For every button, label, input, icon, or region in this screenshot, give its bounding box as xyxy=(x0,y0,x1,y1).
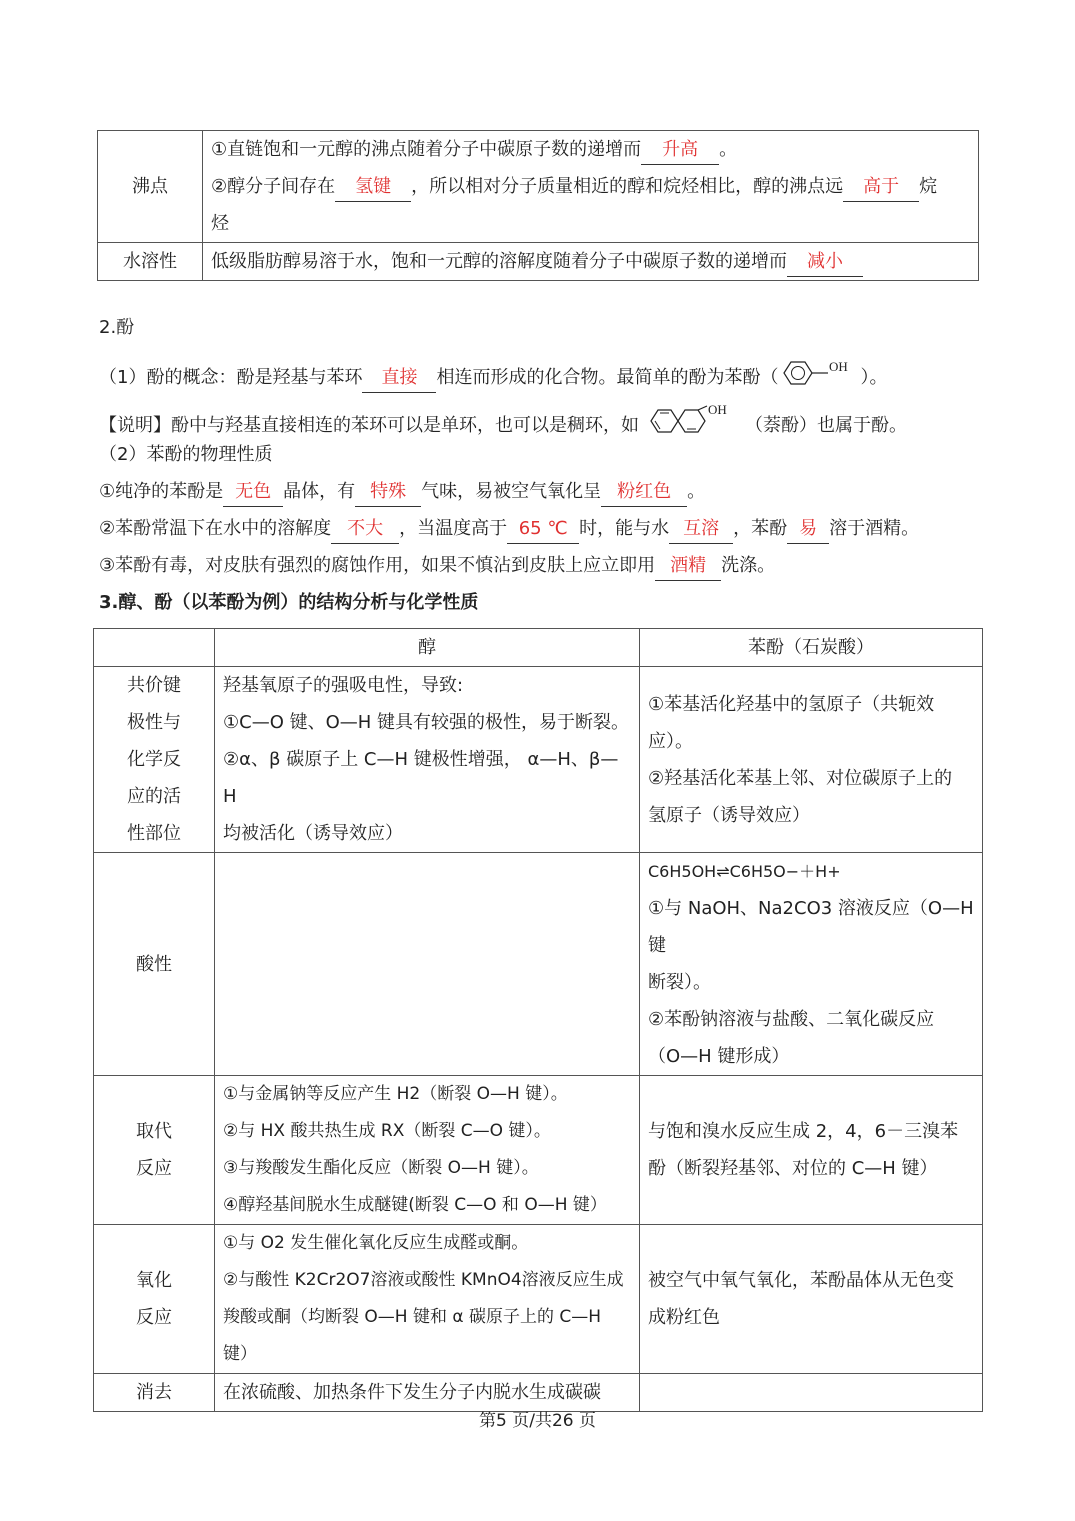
table-row xyxy=(94,1225,983,1374)
naphthol-structure-icon xyxy=(645,404,737,448)
physical-properties-heading: （2）苯酚的物理性质 xyxy=(99,444,273,465)
substitution-phenol-cell: 与饱和溴水反应生成 2，4，6－三溴苯 酚（断裂羟基邻、对位的 C—H 键） xyxy=(640,1076,983,1225)
row-label-substitution: 取代 反应 xyxy=(94,1076,215,1225)
row-label-elimination: 消去 xyxy=(94,1374,215,1412)
boiling-point-cell: ①直链饱和一元醇的沸点随着分子中碳原子数的递增而 升高 。 ②醇分子间存在 氢键 ，所以相对分子质量相近的醇和烷烃相比，醇的沸点远 高于 烷 烃 xyxy=(203,131,979,243)
answer-blank: 氢键 xyxy=(335,173,411,202)
table-row xyxy=(94,667,983,853)
answer-blank: 酒精 xyxy=(655,552,721,581)
substitution-alcohol-cell: ①与金属钠等反应产生 H2（断裂 O—H 键）。 ②与 HX 酸共热生成 RX（断裂 C—O 键）。 ③与羧酸发生酯化反应（断裂 O—H 键）。 ④醇羟基间脱水生成醚键(断裂 C—O 和 O—H 键） xyxy=(215,1076,640,1225)
acidity-alcohol-cell xyxy=(215,853,640,1076)
row-label-polarity: 共价键 极性与 化学反 应的活 性部位 xyxy=(94,667,215,853)
answer-blank: 高于 xyxy=(843,173,919,202)
alcohol-phenol-comparison-table xyxy=(93,628,983,1412)
table-row xyxy=(94,853,983,1076)
row-label-solubility: 水溶性 xyxy=(98,243,203,281)
table-row xyxy=(94,1076,983,1225)
alcohol-properties-table xyxy=(97,130,979,281)
row-label-acidity: 酸性 xyxy=(94,853,215,1076)
answer-blank: 直接 xyxy=(362,364,436,393)
header-phenol: 苯酚（石炭酸） xyxy=(640,629,983,667)
oxidation-phenol-cell: 被空气中氧气氧化，苯酚晶体从无色变 成粉红色 xyxy=(640,1225,983,1374)
property-line-2: ②苯酚常温下在水中的溶解度 不大 ，当温度高于 65 ℃ 时，能与水 互溶 ，苯酚 易 溶于酒精。 xyxy=(99,514,919,544)
answer-blank: 互溶 xyxy=(669,515,733,544)
phenol-structure-icon xyxy=(778,358,860,398)
table-row xyxy=(98,131,979,243)
page-number-footer: 第5 页/共26 页 xyxy=(479,1411,596,1431)
row-label-oxidation: 氧化 反应 xyxy=(94,1225,215,1374)
svg-text:OH: OH xyxy=(708,404,727,417)
polarity-phenol-cell: ①苯基活化羟基中的氢原子（共轭效 应）。 ②羟基活化苯基上邻、对位碳原子上的 氢原子（诱导效应） xyxy=(640,667,983,853)
solubility-cell: 低级脂肪醇易溶于水，饱和一元醇的溶解度随着分子中碳原子数的递增而 减小 xyxy=(203,243,979,281)
oxidation-alcohol-cell: ①与 O2 发生催化氧化反应生成醛或酮。 ②与酸性 K2Cr2O7溶液或酸性 KMnO4溶液反应生成 羧酸或酮（均断裂 O—H 键和 α 碳原子上的 C—H 键） xyxy=(215,1225,640,1374)
elimination-alcohol-cell: 在浓硫酸、加热条件下发生分子内脱水生成碳碳 xyxy=(215,1374,640,1412)
property-line-3: ③苯酚有毒，对皮肤有强烈的腐蚀作用，如果不慎沾到皮肤上应立即用 酒精 洗涤。 xyxy=(99,551,775,581)
naphthol-note: 【说明】酚中与羟基直接相连的苯环可以是单环，也可以是稠环，如 OH （萘酚）也属于酚。 xyxy=(99,404,907,448)
table-header-row xyxy=(94,629,983,667)
svg-text:OH: OH xyxy=(829,359,849,374)
polarity-alcohol-cell: 羟基氧原子的强吸电性，导致: ①C—O 键、O—H 键具有较强的极性，易于断裂。 ②α、β 碳原子上 C—H 键极性增强， α—H、β—H 均被活化（诱导效应） xyxy=(215,667,640,853)
phenol-ionization-equation: C6H5OH⇌C6H5O−＋H+ xyxy=(648,862,841,881)
property-line-1: ①纯净的苯酚是 无色 晶体，有 特殊 气味，易被空气氧化呈 粉红色 。 xyxy=(99,477,705,507)
phenol-concept: （1）酚的概念：酚是羟基与苯环 直接 相连而形成的化合物。最简单的酚为苯酚（ OH ）。 xyxy=(99,358,887,398)
answer-blank: 不大 xyxy=(331,515,399,544)
header-alcohol: 醇 xyxy=(215,629,640,667)
row-label-boiling: 沸点 xyxy=(98,131,203,243)
answer-blank: 粉红色 xyxy=(601,478,687,507)
answer-blank: 减小 xyxy=(787,248,863,277)
answer-blank: 升高 xyxy=(641,136,719,165)
answer-blank: 无色 xyxy=(223,478,283,507)
answer-blank: 特殊 xyxy=(355,478,421,507)
section-heading-comparison: 3.醇、酚（以苯酚为例）的结构分析与化学性质 xyxy=(99,592,479,613)
answer-blank: 易 xyxy=(787,515,829,544)
acidity-phenol-cell: C6H5OH⇌C6H5O−＋H+ ①与 NaOH、Na2CO3 溶液反应（O—H 键 断裂）。 ②苯酚钠溶液与盐酸、二氧化碳反应 （O—H 键形成） xyxy=(640,853,983,1076)
table-row xyxy=(98,243,979,281)
answer-blank: 65 ℃ xyxy=(507,515,579,544)
section-heading-phenol: 2.酚 xyxy=(99,317,135,338)
